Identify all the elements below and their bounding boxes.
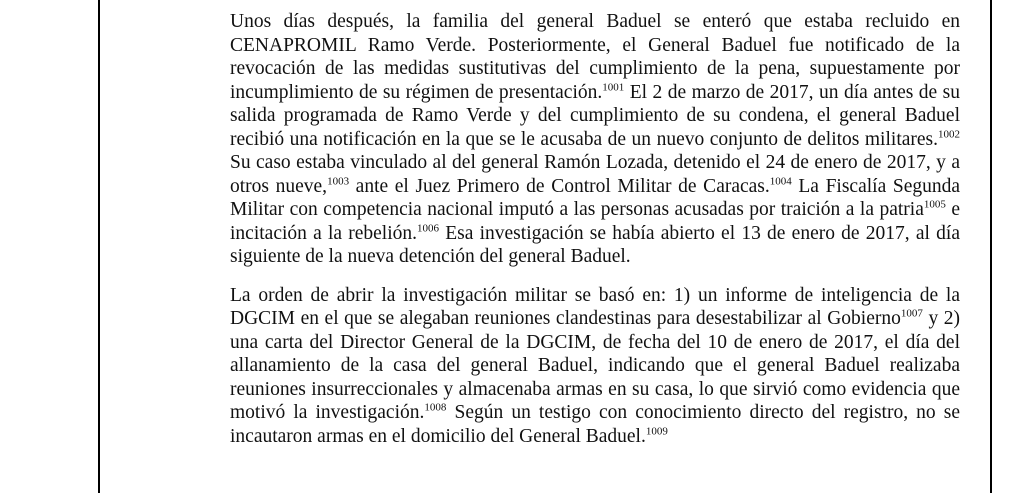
footnote-ref[interactable]: 1009: [645, 425, 668, 437]
paragraph-text: Unos días después, la familia del general Baduel se enteró que estaba recluido en CENAPROMIL Ramo Verde. Posteriormente, el General Baduel fue notificado de la revocación de las medidas sustitutivas del cumplimiento de la pena, supuestamente por incumplimiento de su régimen de presentación.: [230, 11, 960, 103]
paragraph: [230, 10, 960, 269]
paragraph-text: Según un testigo con conocimiento directo del registro, no se incautaron armas en el domicilio del General Baduel.: [230, 402, 960, 447]
footnote-ref[interactable]: 1007: [900, 307, 923, 320]
footnote-ref[interactable]: 1002: [938, 128, 960, 140]
footnote-ref[interactable]: 1006: [417, 222, 440, 234]
paragraph-text: e incitación a la rebelión.: [230, 199, 960, 244]
document-body: [230, 10, 960, 448]
paragraph-text: Su caso estaba vinculado al del general Ramón Lozada, detenido el 24 de enero de 2017, y a otros nueve,: [230, 152, 960, 197]
paragraph: [230, 284, 960, 449]
document-page: [98, 0, 992, 493]
paragraph-text: La Fiscalía Segunda Militar con competencia nacional imputó a las personas acusadas por traición a la patria: [230, 175, 961, 220]
footnote-ref[interactable]: 1003: [327, 175, 350, 187]
paragraph-text: ante el Juez Primero de Control Militar de Caracas.: [349, 175, 770, 197]
paragraph-text: Esa investigación se había abierto el 13 de enero de 2017, al día siguiente de la nueva detención del general Baduel.: [230, 222, 960, 267]
footnote-ref[interactable]: 1004: [769, 175, 792, 187]
paragraph-text: El 2 de marzo de 2017, un día antes de su salida programada de Ramo Verde y del cumplimiento de su condena, el general Baduel recibió una notificación en la que se le acusaba de un nuevo conjunto de delitos militares.: [230, 81, 960, 150]
paragraph-text: y 2) una carta del Director General de la DGCIM, de fecha del 10 de enero de 2017, el día del allanamiento de la casa del general Baduel, indicando que el general Baduel realizaba reuniones insurreccionales y almacenaba armas en su casa, lo que sirvió como evidencia que motivó la investigación.: [230, 308, 960, 423]
footnote-ref[interactable]: 1008: [424, 401, 447, 414]
footnote-ref[interactable]: 1001: [602, 81, 625, 93]
footnote-ref[interactable]: 1005: [923, 198, 946, 211]
paragraph-text: La orden de abrir la investigación militar se basó en: 1) un informe de inteligencia de la DGCIM en el que se alegaban reuniones clandestinas para desestabilizar al Gobierno: [230, 284, 960, 329]
